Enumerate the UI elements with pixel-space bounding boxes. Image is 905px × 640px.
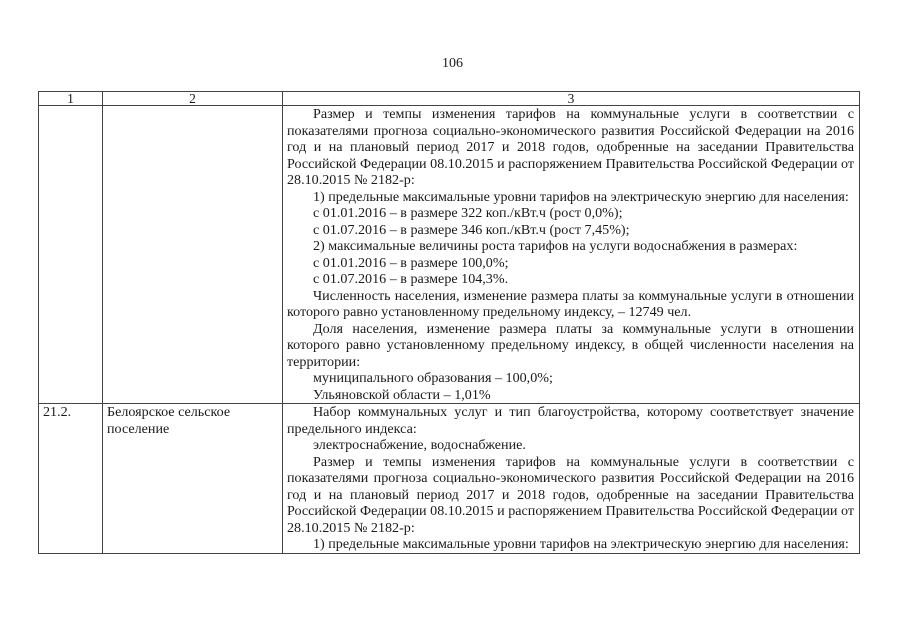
tariff-table [38,91,860,554]
paragraph: с 01.07.2016 – в размере 346 коп./кВт.ч (рост 7,45%); [313,221,630,238]
paragraph: Ульяновской области – 1,01% [313,386,491,403]
column-header-1: 1 [39,92,103,106]
settlement-name-cell [103,106,283,404]
paragraph: 2) максимальные величины роста тарифов на услуги водоснабжения в размерах: [313,238,798,254]
paragraph: с 01.01.2016 – в размере 100,0%; [313,254,509,271]
paragraph: с 01.07.2016 – в размере 104,3%. [313,271,509,287]
paragraph: Набор коммунальных услуг и тип благоустройства, которому соответствует значение предельного индекса: [287,404,854,437]
column-header-3: 3 [283,92,860,106]
paragraph: с 01.01.2016 – в размере 322 коп./кВт.ч (рост 0,0%); [313,205,623,221]
content-cell [283,106,860,404]
row-number-cell [39,106,103,404]
settlement-name-cell: Белоярское сельское поселение [103,404,283,554]
paragraph: Размер и темпы изменения тарифов на коммунальные услуги в соответствии с показателями прогноза социально-экономического развития Российской Федерации на 2016 год и на плановый период 2017 и 2018 годов, одобренные на заседании Правительства Российской Федерации 08.10.2015 и распоряжением Правительства Российской Федерации от 28.10.2015 № 2182-р: [287,453,854,536]
table-row [39,106,860,404]
table-row [39,404,860,554]
paragraph: муниципального образования – 100,0%; [313,370,553,386]
paragraph: электроснабжение, водоснабжение. [313,437,526,453]
paragraph: Размер и темпы изменения тарифов на коммунальные услуги в соответствии с показателями прогноза социально-экономического развития Российской Федерации на 2016 год и на плановый период 2017 и 2018 годов, одобренные на заседании Правительства Российской Федерации 08.10.2015 и распоряжением Правительства Российской Федерации от 28.10.2015 № 2182-р: [287,106,854,188]
paragraph: Численность населения, изменение размера платы за коммунальные услуги в отношении которого равно установленному предельному индексу, – 12749 чел. [287,287,854,320]
paragraph: Доля населения, изменение размера платы за коммунальные услуги в отношении которого равно установленному предельному индексу, в общей численности населения на территории: [287,320,854,370]
content-cell [283,404,860,554]
table-header-row [39,92,860,106]
row-number-cell: 21.2. [39,404,103,554]
paragraph: 1) предельные максимальные уровни тарифов на электрическую энергию для населения: [313,536,849,552]
paragraph: 1) предельные максимальные уровни тарифов на электрическую энергию для населения: [313,188,849,205]
page-number: 106 [442,56,463,71]
column-header-2: 2 [103,92,283,106]
